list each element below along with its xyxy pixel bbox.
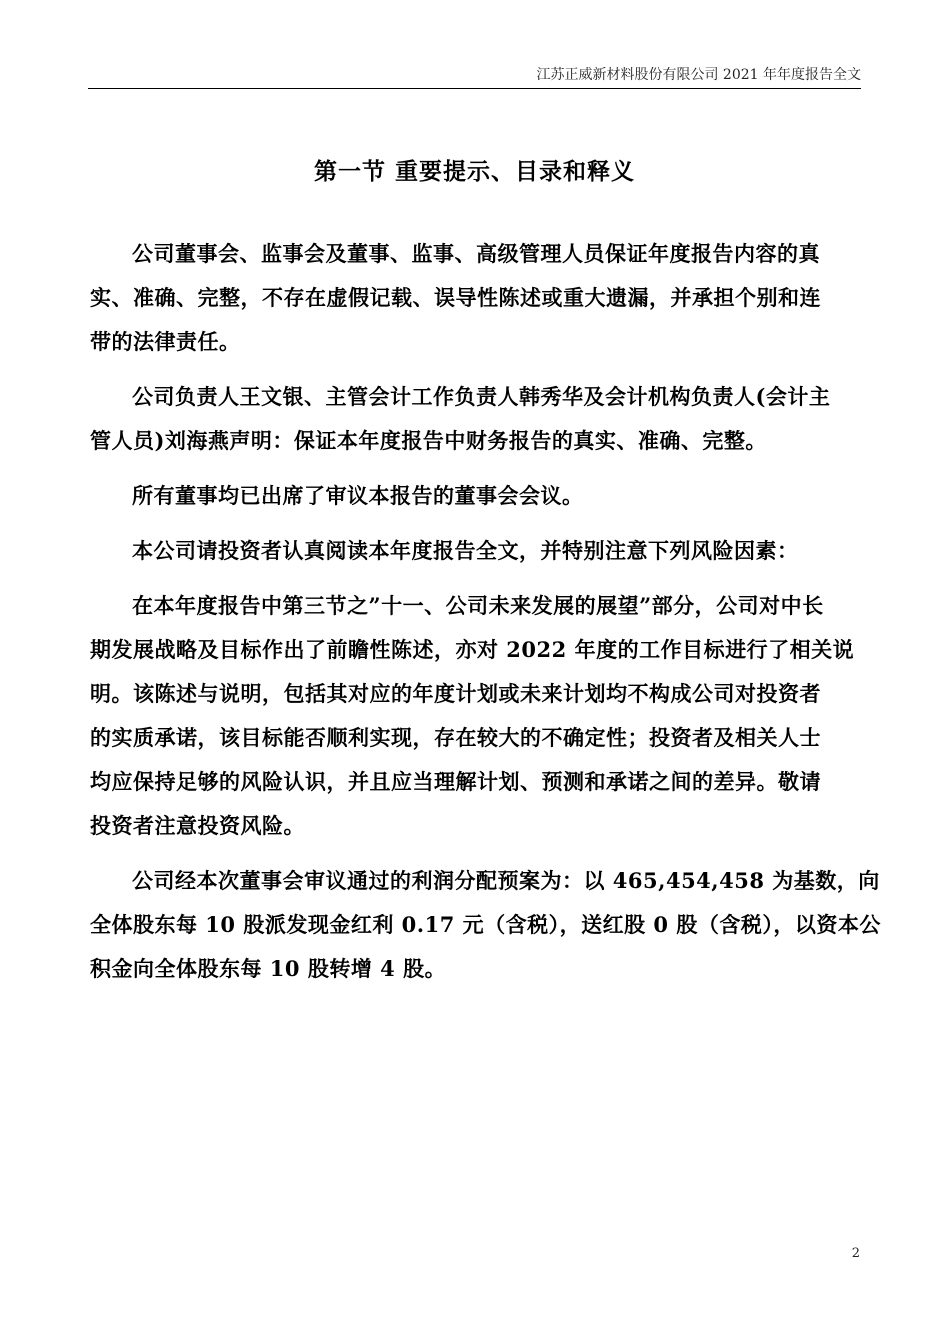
text-line: 明。该陈述与说明，包括其对应的年度计划或未来计划均不构成公司对投资者 <box>90 681 821 706</box>
section-title: 第一节 重要提示、目录和释义 <box>313 158 635 185</box>
text-line: 均应保持足够的风险认识，并且应当理解计划、预测和承诺之间的差异。敬请 <box>90 769 821 794</box>
header-divider <box>88 88 861 89</box>
document-header: 江苏正威新材料股份有限公司 2021 年年度报告全文 <box>536 67 861 83</box>
text-line: 公司董事会、监事会及董事、监事、高级管理人员保证年度报告内容的真 <box>132 241 820 266</box>
text-line: 在本年度报告中第三节之”十一、公司未来发展的展望”部分，公司对中长 <box>132 593 824 618</box>
body-text <box>90 232 881 1002</box>
paragraph-officers-declaration <box>90 375 860 463</box>
text-line: 所有董事均已出席了审议本报告的董事会会议。 <box>132 483 584 508</box>
text-line: 积金向全体股东每 10 股转增 4 股。 <box>90 956 447 981</box>
paragraph-forward-looking <box>90 584 860 848</box>
paragraph-board-attendance <box>90 474 860 518</box>
text-line: 本公司请投资者认真阅读本年度报告全文，并特别注意下列风险因素： <box>132 538 799 563</box>
paragraph-profit-distribution <box>90 859 881 991</box>
text-line: 实、准确、完整，不存在虚假记载、误导性陈述或重大遗漏，并承担个别和连 <box>90 285 821 310</box>
text-line: 管人员)刘海燕声明：保证本年度报告中财务报告的真实、准确、完整。 <box>90 428 767 453</box>
paragraph-risk-notice <box>90 529 860 573</box>
text-line: 期发展战略及目标作出了前瞻性陈述，亦对 2022 年度的工作目标进行了相关说 <box>90 637 855 662</box>
text-line: 带的法律责任。 <box>90 329 241 354</box>
text-line: 的实质承诺，该目标能否顺利实现，存在较大的不确定性；投资者及相关人士 <box>90 725 821 750</box>
paragraph-responsibility-statement <box>90 232 860 364</box>
text-line: 公司负责人王文银、主管会计工作负责人韩秀华及会计机构负责人(会计主 <box>132 384 831 409</box>
page-number: 2 <box>851 1246 860 1261</box>
text-line: 投资者注意投资风险。 <box>90 813 305 838</box>
text-line: 全体股东每 10 股派发现金红利 0.17 元（含税），送红股 0 股（含税），以资本公 <box>90 912 881 937</box>
text-line: 公司经本次董事会审议通过的利润分配预案为：以 465,454,458 为基数，向 <box>132 868 880 893</box>
